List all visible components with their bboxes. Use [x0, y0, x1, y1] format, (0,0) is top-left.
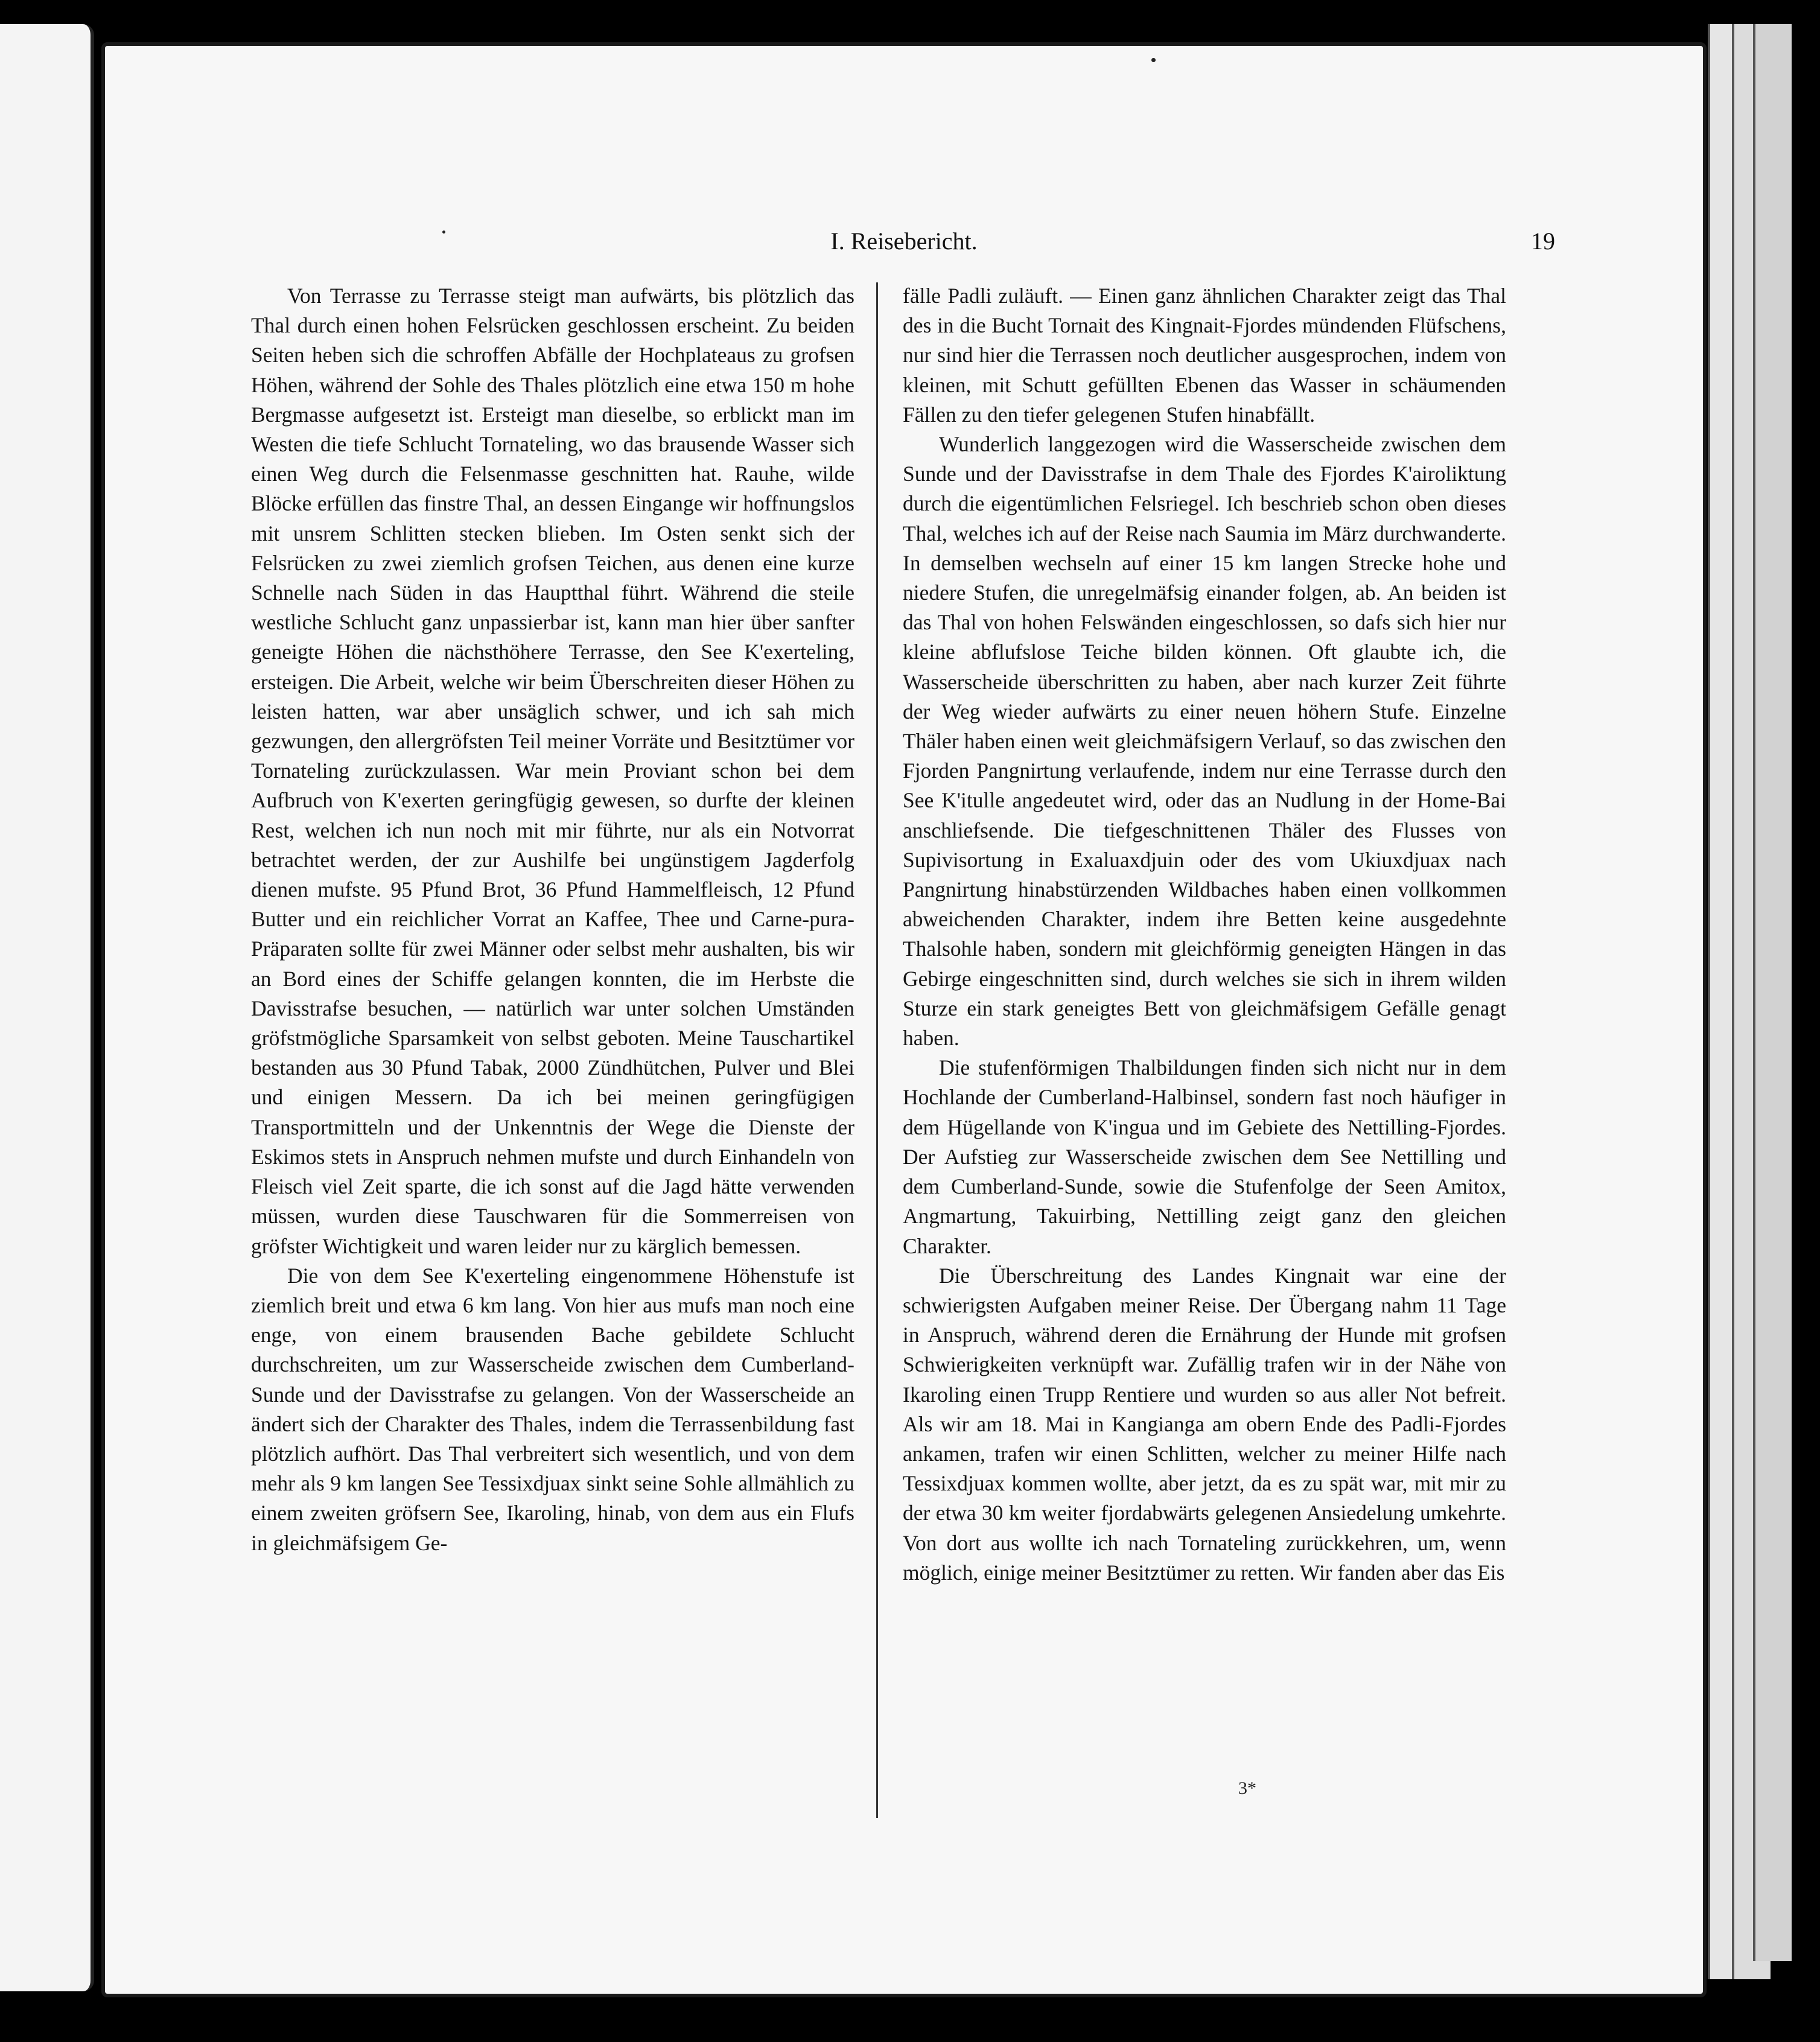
signature-mark: 3* — [1238, 1778, 1256, 1798]
paragraph: Die Überschreitung des Landes Kingnait war eine der schwierigsten Aufgaben meiner Reise. Der Übergang nahm 11 Tage in Anspruch, während deren die Ernährung der Hunde mit grofsen Schwierigkeiten verknüpft war. Zufällig trafen wir in der Nähe von Ikaroling einen Trupp Rentiere und wurden so aus aller Not befreit. Als wir am 18. Mai in Kangianga am obern Ende des Padli-Fjordes ankamen, trafen wir einen Schlitten, welcher zu meiner Hilfe nach Tessixdjuax kommen wollte, aber jetzt, da es zu spät war, mit mir zu der etwa 30 km weiter fjordabwärts gelegenen Ansiedelung umkehrte. Von dort aus wollte ich nach Tornateling zurückkehren, um, wenn möglich, einige meiner Besitztümer zu retten. Wir fanden aber das Eis — [903, 1263, 1506, 1585]
column-divider — [876, 282, 878, 1818]
paragraph: Wunderlich langgezogen wird die Wasserscheide zwischen dem Sunde und der Davisstrafse in dem Thale des Fjordes K'airoliktung durch die eigentümlichen Felsriegel. Ich beschrieb schon oben dieses Thal, welches ich auf der Reise nach Saumia im März durchwanderte. In demselben wechseln auf einer 15 km langen Strecke hohe und niedere Stufen, die unregelmäfsig einander folgen, ab. An beiden ist das Thal von hohen Felswänden eingeschlossen, so dafs sich hier nur kleine abflufslose Teiche bilden können. Oft glaubte ich, die Wasserscheide überschritten zu haben, aber nach kurzer Zeit führte der Weg wieder aufwärts zu einer neuen höhern Stufe. Einzelne Thäler haben einen weit gleichmäfsigern Verlauf, so das zwischen den Fjorden Pangnirtung verlaufende, indem nur eine Terrasse durch den See K'itulle angedeutet wird, oder das an Nudlung in der Home-Bai anschliefsende. Die tiefgeschnittenen Thäler des Flusses von Supivisortung in Exaluaxdjuin oder des vom Ukiuxdjuax nach Pangnirtung hinabstürzenden Wildbaches haben einen vollkommen abweichenden Charakter, indem ihre Betten keine ausgedehnte Thalsohle haben, sondern mit gleichförmig geneigten Hängen in das Gebirge eingeschnitten sind, durch welches sie sich in ihrem wilden Sturze ein stark geneigtes Bett von gleichmäfsigem Gefälle genagt haben. — [903, 432, 1506, 1051]
paragraph: Von Terrasse zu Terrasse steigt man aufwärts, bis plötzlich das Thal durch einen hohen Felsrücken geschlossen erscheint. Zu beiden Seiten heben sich die schroffen Abfälle der Hochplateaus zu grofsen Höhen, während der Sohle des Thales plötzlich eine etwa 150 m hohe Bergmasse aufgesetzt ist. Ersteigt man dieselbe, so erblickt man im Westen die tiefe Schlucht Tornateling, wo das brausende Wasser sich einen Weg durch die Felsenmasse geschnitten hat. Rauhe, wilde Blöcke erfüllen das finstre Thal, an dessen Eingange wir hoffnungslos mit unsrem Schlitten stecken blieben. Im Osten senkt sich der Felsrücken zu zwei ziemlich grofsen Teichen, aus denen eine kurze Schnelle nach Süden in das Hauptthal führt. Während die steile westliche Schlucht ganz unpassierbar ist, kann man hier über sanfter geneigte Höhen die nächsthöhere Terrasse, den See K'exerteling, ersteigen. Die Arbeit, welche wir beim Überschreiten dieser Höhen zu leisten hatten, war aber unsäglich schwer, und ich sah mich gezwungen, den allergröfsten Teil meiner Vorräte und Besitztümer vor Tornateling zurückzulassen. War mein Proviant schon bei dem Aufbruch von K'exerten geringfügig gewesen, so durfte der kleinen Rest, welchen ich nun noch mit mir führte, nur als ein Notvorrat betrachtet werden, der zur Aushilfe bei ungünstigem Jagderfolg dienen mufste. 95 Pfund Brot, 36 Pfund Hammelfleisch, 12 Pfund Butter und ein reichlicher Vorrat an Kaffee, Thee und Carne-pura-Präparaten sollte für zwei Männer oder selbst mehr aushalten, bis wir an Bord eines der Schiffe gelangen konnten, die im Herbste die Davisstrafse besuchen, — natürlich war unter solchen Umständen gröfstmögliche Sparsamkeit von selbst geboten. Meine Tauschartikel bestanden aus 30 Pfund Tabak, 2000 Zündhütchen, Pulver und Blei und einigen Messern. Da ich bei meinen geringfügigen Transportmitteln und der Unkenntnis der Wege die Dienste der Eskimos stets in Anspruch nehmen mufste und durch Einhandeln von Fleisch viel Zeit sparte, die ich sonst auf die Jagd hätte verwenden müssen, wurden diese Tauschwaren für die Sommerreisen von gröfster Wichtigkeit und waren leider nur zu kärglich bemessen. — [251, 284, 854, 1258]
page-edge-stack — [1753, 24, 1792, 1961]
paragraph: Die von dem See K'exerteling eingenommene Höhenstufe ist ziemlich breit und etwa 6 km lang. Von hier aus mufs man noch eine enge, von einem brausenden Bache gebildete Schlucht durchschreiten, um zur Wasserscheide zwischen dem Cumberland-Sunde und der Davisstrafse zu gelangen. Von der Wasserscheide an ändert sich der Charakter des Thales, indem die Terrassenbildung fast plötzlich aufhört. Das Thal verbreitert sich wesentlich, und von dem mehr als 9 km langen See Tessixdjuax sinkt seine Sohle allmählich zu einem zweiten gröfsern See, Ikaroling, hinab, von dem aus ein Flufs in gleichmäfsigem Ge- — [251, 1263, 854, 1555]
running-title: I. Reisebericht. — [830, 227, 978, 255]
facing-page-edge — [0, 24, 94, 1991]
dust-speck — [1151, 58, 1156, 62]
page-number: 19 — [1531, 227, 1555, 255]
left-text-column — [251, 281, 854, 1558]
dust-speck — [442, 231, 445, 234]
paragraph: Die stufenförmigen Thalbildungen finden sich nicht nur in dem Hochlande der Cumberland-Halbinsel, sondern fast noch häufiger in dem Hügellande von K'ingua und im Gebiete des Nettilling-Fjordes. Der Aufstieg zur Wasserscheide zwischen dem See Nettilling und dem Cumberland-Sunde, sowie die Stufenfolge der Seen Amitox, Angmartung, Takuirbing, Nettilling zeigt ganz den gleichen Charakter. — [903, 1055, 1506, 1258]
page-header — [105, 227, 1703, 263]
paragraph: fälle Padli zuläuft. — Einen ganz ähnlichen Charakter zeigt das Thal des in die Bucht Tornait des Kingnait-Fjordes mündenden Flüfschens, nur sind hier die Terrassen noch deutlicher ausgesprochen, indem von kleinen, mit Schutt gefüllten Ebenen das Wasser in schäumenden Fällen zu den tiefer gelegenen Stufen hinabfällt. — [903, 284, 1506, 427]
right-text-column — [903, 281, 1506, 1588]
book-page — [101, 42, 1707, 1997]
